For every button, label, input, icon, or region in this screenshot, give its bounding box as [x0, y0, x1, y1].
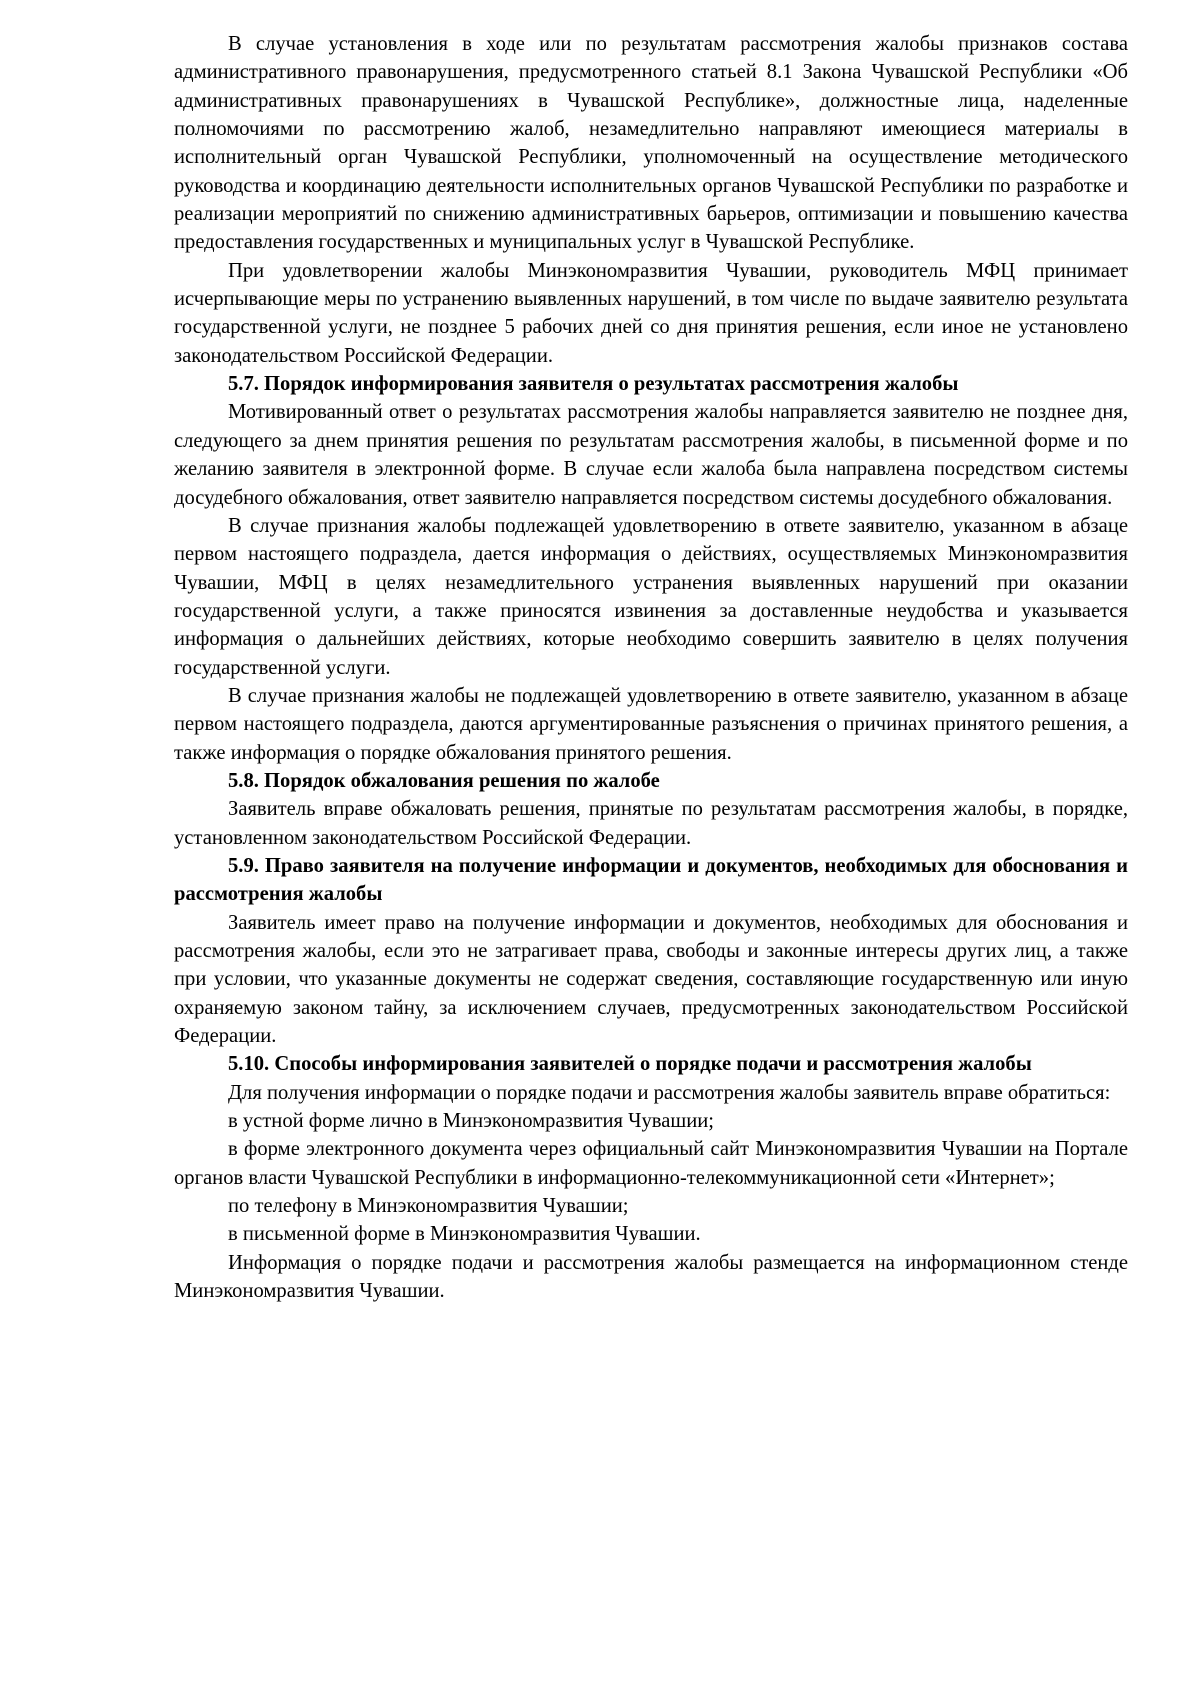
- paragraph-information-ways-intro: Для получения информации о порядке подачи и рассмотрения жалобы заявитель вправе обратиться:: [228, 1081, 1111, 1104]
- paragraph-info-stand: Информация о порядке подачи и рассмотрения жалобы размещается на информационном стенде Минэкономразвития Чувашии.: [174, 1251, 1128, 1303]
- section-heading-5-9: 5.9. Право заявителя на получение информации и документов, необходимых для обоснования и рассмотрения жалобы: [174, 854, 1128, 906]
- section-heading-5-10: 5.10. Способы информирования заявителей о порядке подачи и рассмотрения жалобы: [228, 1053, 1032, 1076]
- paragraph-complaint-satisfaction: При удовлетворении жалобы Минэкономразвития Чувашии, руководитель МФЦ принимает исчерпывающие меры по устранению выявленных нарушений, в том числе по выдаче заявителю результата государственной услуги, не позднее 5 рабочих дней со дня принятия решения, если иное не установлено законодательством Российской Федерации.: [174, 259, 1128, 367]
- paragraph-complaint-rejected: В случае признания жалобы не подлежащей удовлетворению в ответе заявителю, указанном в абзаце первом настоящего подраздела, даются аргументированные разъяснения о причинах принятого решения, а также информация о порядке обжалования принятого решения.: [174, 684, 1128, 764]
- section-heading-5-8: 5.8. Порядок обжалования решения по жалобе: [228, 769, 660, 792]
- list-item-oral-form: в устной форме лично в Минэкономразвития Чувашии;: [228, 1110, 714, 1133]
- paragraph-information-right: Заявитель имеет право на получение информации и документов, необходимых для обоснования и рассмотрения жалобы, если это не затрагивает права, свободы и законные интересы других лиц, а также при условии, что указанные документы не содержат сведения, составляющие государственную или иную охраняемую законом тайну, за исключением случаев, предусмотренных законодательством Российской Федерации.: [174, 911, 1128, 1048]
- list-item-electronic-form: в форме электронного документа через официальный сайт Минэкономразвития Чувашии на Портале органов власти Чувашской Республики в информационно-телекоммуникационной сети «Интернет»;: [174, 1138, 1128, 1189]
- paragraph-motivated-response: Мотивированный ответ о результатах рассмотрения жалобы направляется заявителю не позднее дня, следующего за днем принятия решения по результатам рассмотрения жалобы, в письменной форме и по желанию заявителя в электронной форме. В случае если жалоба была направлена посредством системы досудебного обжалования, ответ заявителю направляется посредством системы досудебного обжалования.: [174, 401, 1128, 509]
- paragraph-complaint-granted: В случае признания жалобы подлежащей удовлетворению в ответе заявителю, указанном в абзаце первом настоящего подраздела, дается информация о действиях, осуществляемых Минэкономразвития Чувашии, МФЦ в целях незамедлительного устранения выявленных нарушений при оказании государственной услуги, а также приносятся извинения за доставленные неудобства и указывается информация о дальнейших действиях, которые необходимо совершить заявителю в целях получения государственной услуги.: [174, 514, 1128, 679]
- document-page: [174, 30, 1128, 1305]
- section-heading-5-7: 5.7. Порядок информирования заявителя о результатах рассмотрения жалобы: [228, 373, 959, 396]
- list-item-written-form: в письменной форме в Минэкономразвития Чувашии.: [228, 1223, 701, 1246]
- list-item-phone: по телефону в Минэкономразвития Чувашии;: [228, 1195, 629, 1218]
- paragraph-appeal-right: Заявитель вправе обжаловать решения, принятые по результатам рассмотрения жалобы, в порядке, установленном законодательством Российской Федерации.: [174, 798, 1128, 849]
- paragraph-admin-offense: В случае установления в ходе или по результатам рассмотрения жалобы признаков состава административного правонарушения, предусмотренного статьей 8.1 Закона Чувашской Республики «Об административных правонарушениях в Чувашской Республике», должностные лица, наделенные полномочиями по рассмотрению жалоб, незамедлительно направляют имеющиеся материалы в исполнительный орган Чувашской Республики, уполномоченный на осуществление методического руководства и координацию деятельности исполнительных органов Чувашской Республики по разработке и реализации мероприятий по снижению административных барьеров, оптимизации и повышению качества предоставления государственных и муниципальных услуг в Чувашской Республике.: [174, 33, 1128, 254]
